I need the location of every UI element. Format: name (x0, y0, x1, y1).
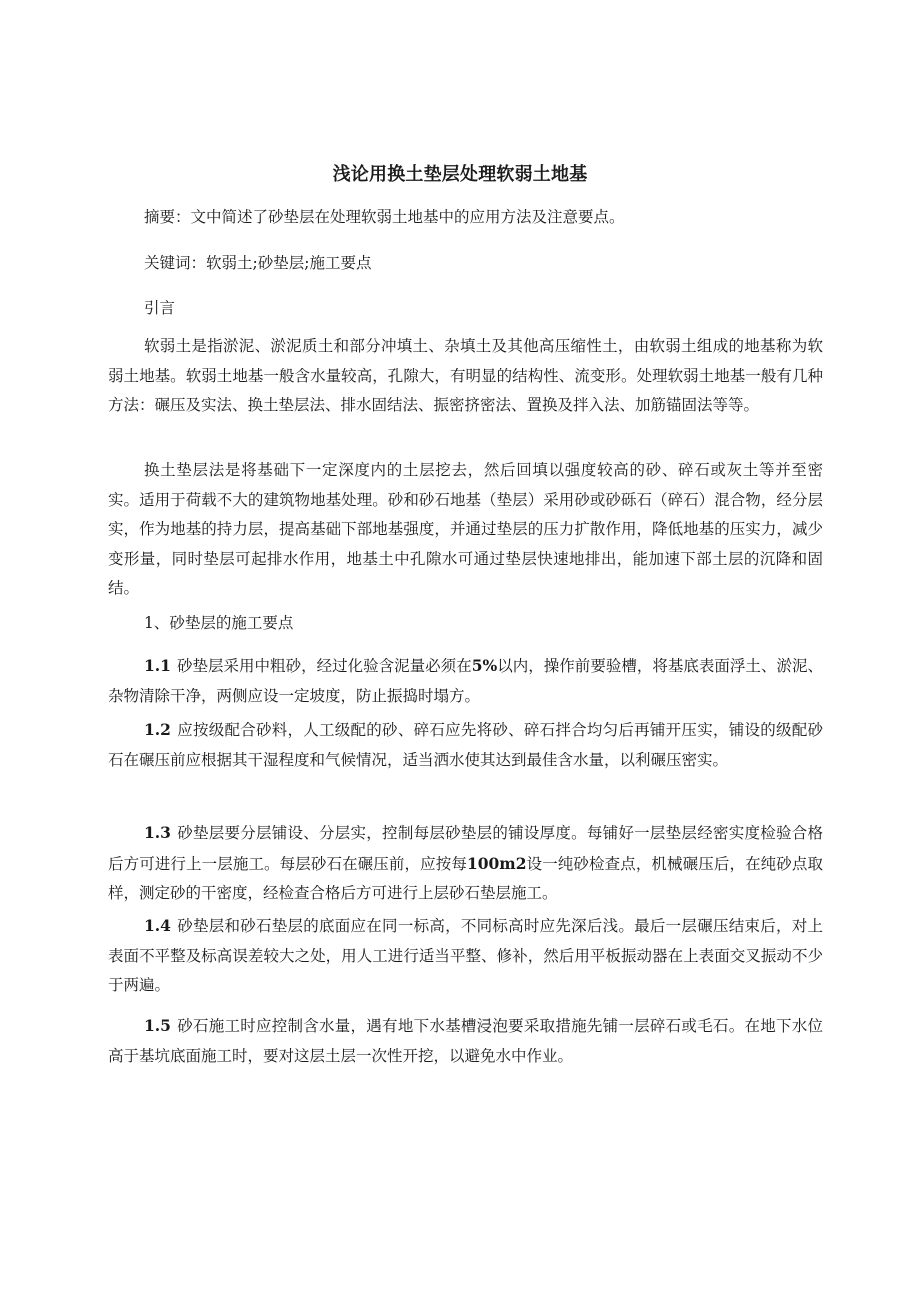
item-text: 砂垫层要分层铺设、分层实，控制每层砂垫层的铺设厚度。每铺好一层垫层经密实度检验合格后方可进行上一层施工。每层砂石在碾压前，应按每 (108, 824, 823, 873)
item-text: 砂石施工时应控制含水量，遇有地下水基槽浸泡要采取措施先铺一层碎石或毛石。在地下水位高于基坑底面施工时，要对这层土层一次性开挖，以避免水中作业。 (108, 1017, 823, 1065)
item-text: 砂垫层和砂石垫层的底面应在同一标高，不同标高时应先深后浅。最后一层碾压结束后，对上表面不平整及标高误差较大之处，用人工进行适当平整、修补，然后用平板振动器在上表面交叉振动不少于两遍。 (108, 917, 823, 995)
item-text: 应按级配合砂料，人工级配的砂、碎石应先将砂、碎石拌合均匀后再铺开压实，铺设的级配砂石在碾压前应根据其干湿程度和气候情况，适当洒水使其达到最佳含水量，以利碾压密实。 (108, 721, 823, 769)
intro-heading: 引言 (144, 299, 176, 317)
list-item-1-4 (108, 911, 823, 1001)
list-item-1-5 (108, 1011, 823, 1071)
item-number: 1.4 (144, 916, 171, 935)
paragraph-replacement-method: 换土垫层法是将基础下一定深度内的土层挖去，然后回填以强度较高的砂、碎石或灰土等并至密实。适用于荷载不大的建筑物地基处理。砂和砂石地基（垫层）采用砂或砂砾石（碎石）混合物，经分层实，作为地基的持力层，提高基础下部地基强度，并通过垫层的压力扩散作用，降低地基的压实力，减少变形量，同时垫层可起排水作用，地基土中孔隙水可通过垫层快速地排出，能加速下部土层的沉降和固结。 (108, 461, 823, 598)
list-item-1-3 (108, 818, 823, 909)
item-text: 以内，操作前要验槽，将基底表面浮土、淤泥、杂物清除干净，两侧应设一定坡度，防止振捣时塌方。 (108, 657, 823, 705)
item-bold-value: 5% (471, 656, 498, 675)
paragraph-soft-soil: 软弱土是指淤泥、淤泥质土和部分冲填土、杂填土及其他高压缩性土，由软弱土组成的地基称为软弱土地基。软弱土地基一般含水量较高，孔隙大，有明显的结构性、流变形。处理软弱土地基一般有几种方法：碾压及实法、换土垫层法、排水固结法、振密挤密法、置换及拌入法、加筋锚固法等等。 (108, 337, 823, 415)
item-number: 1.1 (144, 656, 171, 675)
keywords-line: 关键词：软弱土;砂垫层;施工要点 (144, 254, 372, 272)
list-item-1-2 (108, 715, 823, 775)
item-text: 砂垫层采用中粗砂，经过化验含泥量必须在 (176, 657, 472, 675)
document-title: 浅论用换土垫层处理软弱土地基 (332, 164, 588, 185)
item-number: 1.5 (144, 1016, 171, 1035)
section-heading: 1、砂垫层的施工要点 (144, 614, 294, 632)
item-number: 1.2 (144, 720, 171, 739)
abstract-line: 摘要：文中简述了砂垫层在处理软弱土地基中的应用方法及注意要点。 (144, 208, 625, 226)
item-text: 设一纯砂检查点，机械碾压后，在纯砂点取样，测定砂的干密度，经检查合格后方可进行上层砂石垫层施工。 (108, 854, 823, 903)
list-item-1-1 (108, 651, 823, 711)
item-bold-value: 100m2 (466, 853, 527, 873)
item-number: 1.3 (144, 823, 171, 842)
